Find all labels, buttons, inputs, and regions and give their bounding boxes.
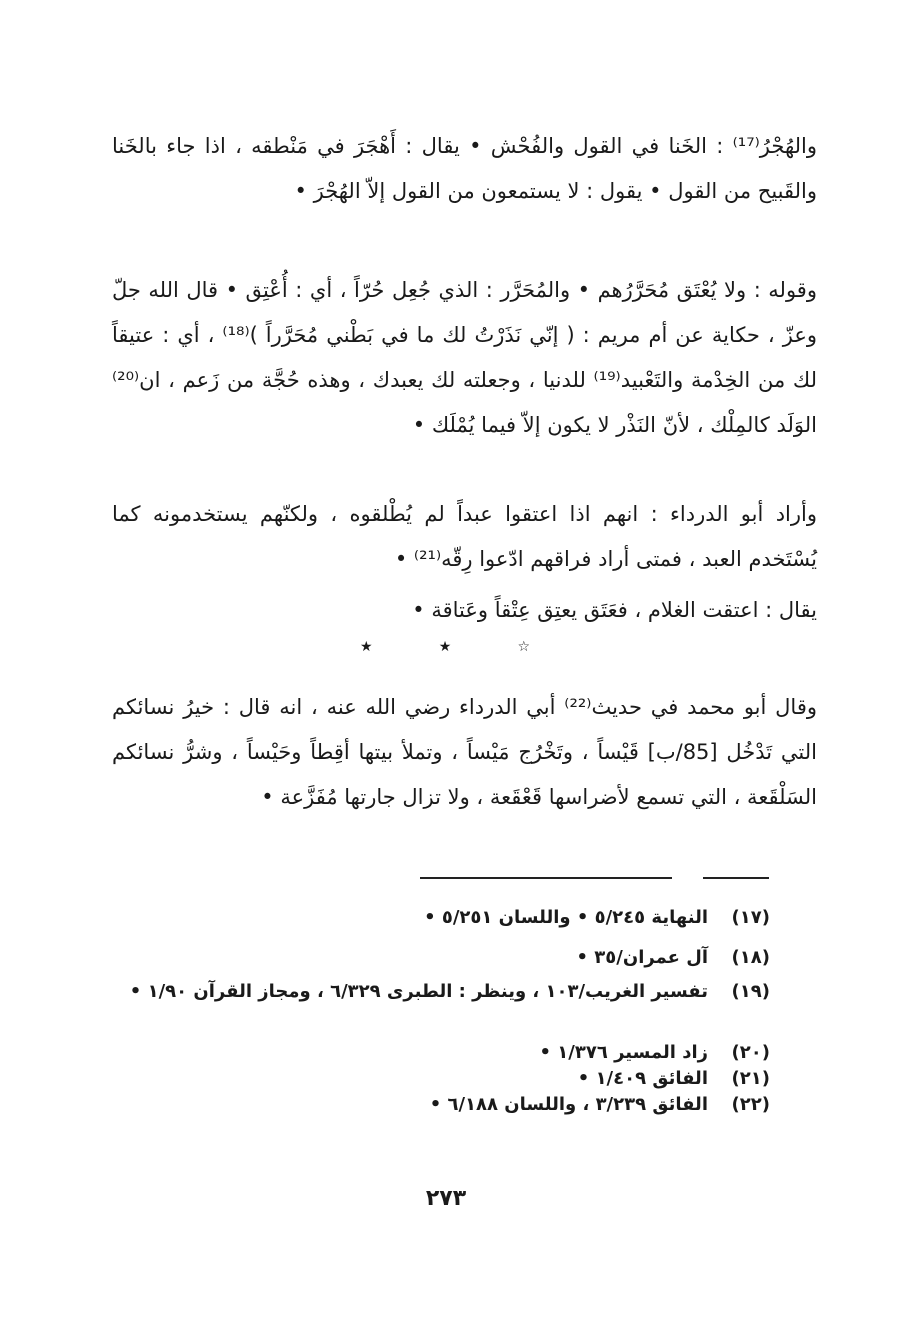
footnote-divider: [703, 877, 769, 879]
footnote-item: [112, 1066, 770, 1092]
footnote-number: (٢٠): [731, 1042, 770, 1063]
footnote-divider: [420, 877, 672, 879]
footnote-text: الفائق ١/٤٠٩ •: [577, 1068, 708, 1089]
paragraph-text: والهُجْرُ⁽¹⁷⁾ : الخَنا في القول والفُحْش • يقال : أَهْجَرَ في مَنْطقه ، اذا جاء بالخَنا والقَبيح من القول • يقول : لا يستمعون من القول إلاّ الهُجْرَ •: [112, 134, 817, 203]
footnote-number: (١٨): [731, 947, 770, 968]
footnote-number: (٢١): [731, 1068, 770, 1089]
footnote-item: [112, 900, 770, 940]
star-icon: ★: [438, 639, 452, 655]
paragraph-text: وقال أبو محمد في حديث⁽²²⁾ أبي الدرداء رضي الله عنه ، انه قال : خيرُ نسائكم التي تَدْخُل [85/ب] قَيْساً ، وتَخْرُج مَيْساً ، وتملأ بيتها أقِطاً وحَيْساً ، وشرُّ نسائكم السَلْقَعة ، التي تسمع لأضراسها قَعْقَعة ، ولا تزال جارتها مُفَزَّعة •: [112, 695, 818, 809]
section-separator: [360, 632, 530, 662]
footnote-text: زاد المسير ١/٣٧٦ •: [539, 1042, 708, 1063]
page-number: ٢٧٣: [425, 1186, 467, 1211]
star-icon: ★: [360, 639, 373, 655]
footnote-number: (٢٢): [731, 1094, 770, 1115]
paragraph-hujr: [112, 124, 817, 214]
footnote-item: [112, 1092, 770, 1118]
footnote-number: (١٧): [731, 907, 770, 928]
footnotes: [112, 900, 770, 1118]
footnote-text: النهاية ٥/٢٤٥ • واللسان ٥/٢٥١ •: [424, 907, 708, 928]
footnote-text: تفسير الغريب/١٠٣ ، وينظر : الطبرى ٦/٣٢٩ ، ومجاز القرآن ١/٩٠ •: [129, 981, 708, 1002]
footnote-item: [112, 978, 770, 1040]
footnote-text: آل عمران/٣٥ •: [576, 947, 708, 968]
paragraph-text: وقوله : ولا يُعْتَق مُحَرَّرُهم • والمُحَرَّر : الذي جُعِل حُرّاً ، أي : أُعْتِق • قال الله جلّ وعزّ ، حكاية عن أم مريم : ( إنّي نَذَرْتُ لك ما في بَطْني مُحَرَّراً )⁽¹⁸⁾ ، أي : عتيقاً لك من الخِدْمة والتَعْبيد⁽¹⁹⁾ للدنيا ، وجعلته لك يعبدك ، وهذه حُجَّة من زَعم ، ان⁽²⁰⁾ الوَلَد كالمِلْك ، لأنّ النَذْر لا يكون إلاّ فيما يُمْلَك •: [112, 278, 817, 437]
paragraph-hadith: [112, 685, 817, 820]
paragraph-text: وأراد أبو الدرداء : انهم اذا اعتقوا عبداً لم يُطْلقوه ، ولكنّهم يستخدمونه كما يُسْتَخدم العبد ، فمتى أراد فراقهم ادّعوا رِقّه⁽²¹⁾ •: [112, 502, 817, 571]
paragraph-abu-al-darda: [112, 492, 817, 582]
paragraph-text: يقال : اعتقت الغلام ، فعَتَق يعتِق عِتْقاً وعَتاقة •: [412, 598, 817, 622]
footnote-text: الفائق ٣/٢٣٩ ، واللسان ٦/١٨٨ •: [429, 1094, 708, 1115]
paragraph-ataqa: [112, 588, 817, 633]
paragraph-muharrar: [112, 268, 817, 448]
footnote-item: [112, 1040, 770, 1066]
star-icon: ☆: [517, 639, 530, 655]
footnote-item: [112, 940, 770, 978]
footnote-number: (١٩): [731, 981, 770, 1002]
